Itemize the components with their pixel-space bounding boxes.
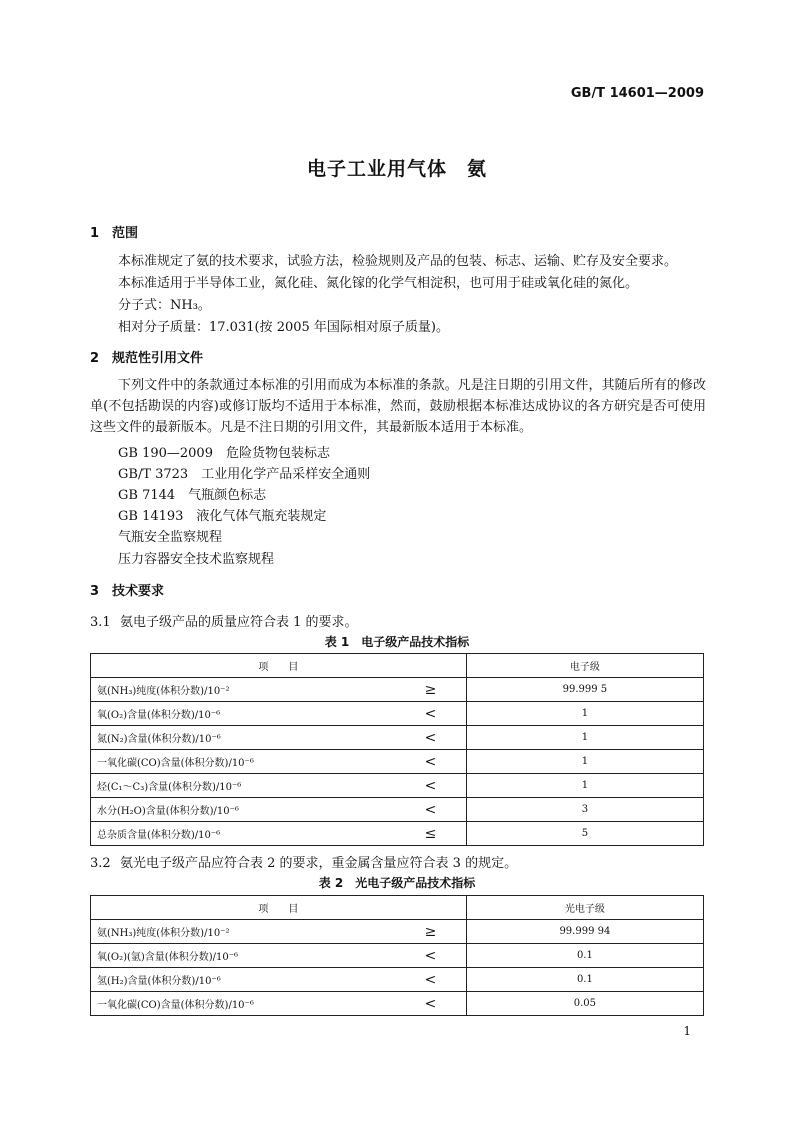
subsection-number: 3.1 [90, 615, 111, 630]
row-value: 3 [466, 798, 703, 822]
table-row [91, 774, 704, 798]
table-row [91, 702, 704, 726]
row-item: 一氧化碳(CO)含量(体积分数)/10⁻⁶ [91, 992, 396, 1016]
header-item: 项 目 [91, 896, 467, 920]
row-operator: < [395, 992, 466, 1016]
table-1-caption: 表 1 电子级产品技术指标 [324, 635, 470, 649]
table-row [91, 726, 704, 750]
row-value: 0.05 [466, 992, 703, 1016]
table-row [91, 822, 704, 846]
table-row [91, 798, 704, 822]
section-title: 范围 [112, 226, 139, 241]
row-item: 氧(O₂)含量(体积分数)/10⁻⁶ [91, 702, 396, 726]
row-operator: ≥ [395, 678, 466, 702]
paragraph: 本标准规定了氨的技术要求，试验方法，检验规则及产品的包装、标志、运输、贮存及安全要求。 [118, 254, 678, 269]
row-operator: < [395, 702, 466, 726]
reference-item: GB 14193 液化气体气瓶充装规定 [118, 509, 327, 524]
paragraph: 相对分子质量：17.031(按 2005 年国际相对原子质量)。 [118, 320, 449, 335]
row-operator: < [395, 968, 466, 992]
row-item: 氮(N₂)含量(体积分数)/10⁻⁶ [91, 726, 396, 750]
row-item: 水分(H₂O)含量(体积分数)/10⁻⁶ [91, 798, 396, 822]
row-operator: < [395, 798, 466, 822]
section-number: 1 [90, 226, 100, 241]
row-item: 总杂质含量(体积分数)/10⁻⁶ [91, 822, 396, 846]
table-row [91, 992, 704, 1016]
document-title: 电子工业用气体 氨 [306, 158, 487, 180]
row-value: 0.1 [466, 944, 703, 968]
header-grade: 光电子级 [466, 896, 703, 920]
table-1 [90, 653, 704, 846]
row-item: 氨(NH₃)纯度(体积分数)/10⁻² [91, 920, 396, 944]
table-2-caption: 表 2 光电子级产品技术指标 [318, 876, 476, 890]
subsection-text: 氨光电子级产品应符合表 2 的要求，重金属含量应符合表 3 的规定。 [120, 856, 518, 871]
row-operator: < [395, 726, 466, 750]
section-3-heading [90, 580, 164, 599]
table-header-row [91, 896, 704, 920]
row-operator: ≤ [395, 822, 466, 846]
reference-item: GB 190—2009 危险货物包装标志 [118, 446, 330, 461]
reference-item: 压力容器安全技术监察规程 [118, 552, 275, 567]
subsection-text: 氨电子级产品的质量应符合表 1 的要求。 [120, 615, 358, 630]
table-header-row [91, 654, 704, 678]
section-number: 3 [90, 584, 100, 599]
row-value: 1 [466, 726, 703, 750]
row-operator: < [395, 944, 466, 968]
row-value: 1 [466, 702, 703, 726]
row-item: 一氧化碳(CO)含量(体积分数)/10⁻⁶ [91, 750, 396, 774]
section-title: 规范性引用文件 [112, 351, 204, 366]
subsection-3-2 [90, 852, 517, 871]
row-item: 氢(H₂)含量(体积分数)/10⁻⁶ [91, 968, 396, 992]
row-item: 氧(O₂)(氩)含量(体积分数)/10⁻⁶ [91, 944, 396, 968]
row-operator: < [395, 750, 466, 774]
paragraph: 本标准适用于半导体工业，氮化硅、氮化镓的化学气相淀积，也可用于硅或氧化硅的氮化。 [118, 276, 639, 291]
row-operator: < [395, 774, 466, 798]
row-value: 99.999 5 [466, 678, 703, 702]
standard-code: GB/T 14601—2009 [570, 86, 704, 101]
row-value: 1 [466, 750, 703, 774]
row-operator: ≥ [395, 920, 466, 944]
table-row [91, 750, 704, 774]
subsection-3-1 [90, 611, 358, 630]
table-row [91, 678, 704, 702]
row-item: 烃(C₁～C₃)含量(体积分数)/10⁻⁶ [91, 774, 396, 798]
section-number: 2 [90, 351, 100, 366]
paragraph: 分子式：NH₃。 [118, 298, 211, 313]
section-title: 技术要求 [112, 584, 165, 599]
table-row [91, 944, 704, 968]
reference-item: 气瓶安全监察规程 [118, 530, 223, 545]
header-item: 项 目 [91, 654, 467, 678]
row-value: 0.1 [466, 968, 703, 992]
row-value: 5 [466, 822, 703, 846]
page-number: 1 [683, 1024, 691, 1038]
section-1-heading [90, 222, 138, 241]
table-row [91, 920, 704, 944]
header-grade: 电子级 [466, 654, 703, 678]
reference-item: GB/T 3723 工业用化学产品采样安全通则 [118, 467, 371, 482]
table-row [91, 968, 704, 992]
row-value: 99.999 94 [466, 920, 703, 944]
subsection-number: 3.2 [90, 856, 111, 871]
table-2 [90, 895, 704, 1016]
reference-item: GB 7144 气瓶颜色标志 [118, 488, 267, 503]
section-2-heading [90, 347, 203, 366]
row-item: 氨(NH₃)纯度(体积分数)/10⁻² [91, 678, 396, 702]
row-value: 1 [466, 774, 703, 798]
section-2-intro: 下列文件中的条款通过本标准的引用而成为本标准的条款。凡是注日期的引用文件，其随后所有的修改单(不包括勘误的内容)或修订版均不适用于本标准，然而，鼓励根据本标准达成协议的各方研究是否可使用这些文件的最新版本。凡是不注日期的引用文件，其最新版本适用于本标准。 [90, 378, 706, 435]
